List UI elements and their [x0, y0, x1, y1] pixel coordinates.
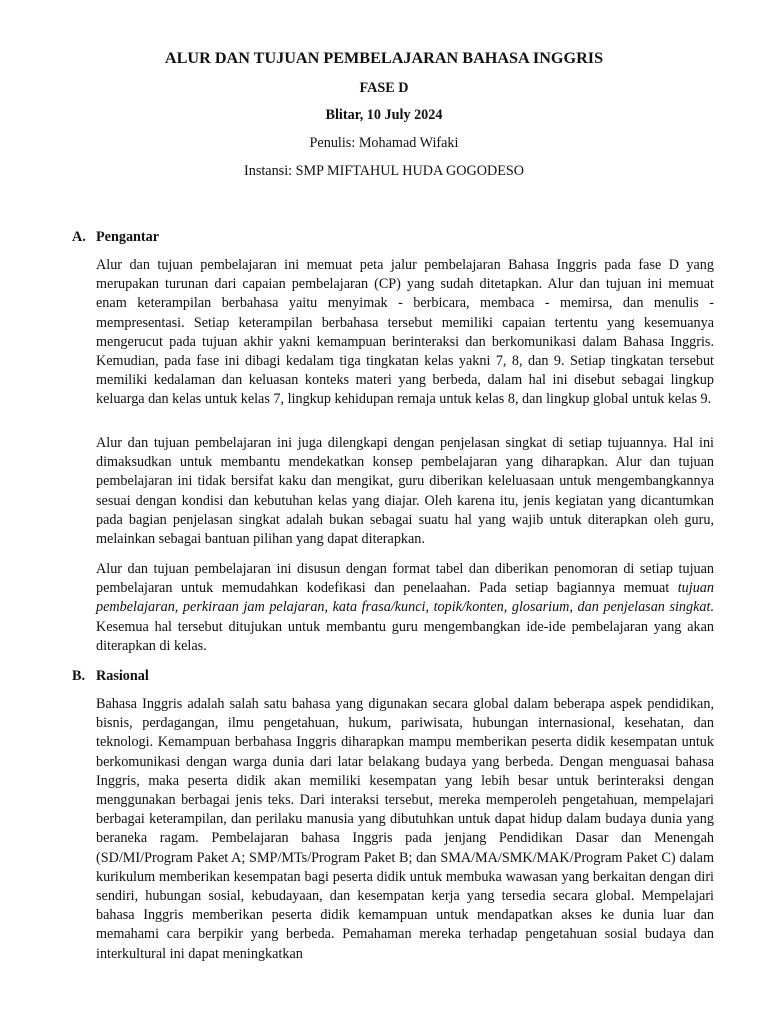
section-a-title: Pengantar [96, 229, 160, 245]
section-a-paragraph-3-start: Alur dan tujuan pembelajaran ini disusun dengan format tabel dan diberikan penomoran di setiap tujuan pembelajaran untuk memudahkan kodefikasi dan penelaahan. Pada setiap bagiannya memuat [96, 561, 714, 597]
section-a-paragraph-3-italic: tujuan pembelajaran, perkiraan jam pelajaran, kata frasa/kunci, topik/konten, glosarium, dan penjelasan singkat. [96, 580, 714, 616]
document-institution: Instansi: SMP MIFTAHUL HUDA GOGODESO [244, 163, 524, 179]
document-phase: FASE D [359, 80, 409, 96]
section-a-paragraph-3-end: Kesemua hal tersebut ditujukan untuk membantu guru mengembangkan ide-ide pembelajaran yang akan diterapkan di kelas. [96, 618, 714, 654]
section-b-letter: B. [72, 668, 86, 684]
section-a-heading [72, 227, 159, 247]
section-a-paragraph-1: Alur dan tujuan pembelajaran ini memuat peta jalur pembelajaran Bahasa Inggris pada fase D yang merupakan turunan dari capaian pembelajaran (CP) yang sudah ditetapkan. Alur dan tujuan ini memuat enam keterampilan berbahasa yaitu menyimak - berbicara, membaca - memirsa, dan menulis - mempresentasi. Setiap keterampilan berbahasa tersebut memiliki capaian tertentu yang kesemuanya mengerucut pada tujuan akhir yakni kemampuan berinteraksi dan berkomunikasi dalam Bahasa Inggris. Kemudian, pada fase ini dibagi kedalam tiga tingkatan kelas yakni 7, 8, dan 9. Setiap tingkatan tersebut memiliki kedalaman dan keluasan konteks materi yang berbeda, dalam hal ini disebut sebagai lingkup keluarga dan kelas untuk kelas 7, lingkup kehidupan remaja untuk kelas 8, dan lingkup global untuk kelas 9. [96, 257, 714, 408]
section-b-heading [72, 666, 149, 686]
section-b-paragraph-1: Bahasa Inggris adalah salah satu bahasa yang digunakan secara global dalam beberapa aspek pendidikan, bisnis, perdagangan, ilmu pengetahuan, hukum, pariwisata, hubungan internasional, kesehatan, dan teknologi. Kemampuan berbahasa Inggris diharapkan mampu memberikan peserta didik kesempatan untuk berkomunikasi dengan warga dunia dari latar belakang budaya yang berbeda. Dengan menguasai bahasa Inggris, maka peserta didik akan memiliki kesempatan yang lebih besar untuk berinteraksi dengan menggunakan berbagai jenis teks. Dari interaksi tersebut, mereka memperoleh pengetahuan, mempelajari berbagai keterampilan, dan perilaku manusia yang dibutuhkan untuk dapat hidup dalam budaya dunia yang beraneka ragam. Pembelajaran bahasa Inggris pada jenjang Pendidikan Dasar dan Menengah (SD/MI/Program Paket A; SMP/MTs/Program Paket B; dan SMA/MA/SMK/MAK/Program Paket C) dalam kurikulum memberikan kesempatan bagi peserta didik untuk membuka wawasan yang berkaitan dengan diri sendiri, hubungan sosial, kebudayaan, dan kesempatan kerja yang tersedia secara global. Mempelajari bahasa Inggris memberikan peserta didik kemampuan untuk mendapatkan akses ke dunia luar dan memahami cara berpikir yang berbeda. Pemahaman mereka terhadap pengetahuan sosial budaya dan interkultural ini dapat meningkatkan [96, 696, 714, 962]
section-a-letter: A. [72, 229, 86, 245]
section-b-title: Rasional [96, 668, 149, 684]
section-a-paragraph-2: Alur dan tujuan pembelajaran ini juga dilengkapi dengan penjelasan singkat di setiap tujuannya. Hal ini dimaksudkan untuk membantu mendekatkan konsep pembelajaran yang diharapkan. Alur dan tujuan pembelajaran ini tidak bersifat kaku dan mengikat, guru diberikan keleluasaan untuk mengembangkannya sesuai dengan kondisi dan kebutuhan kelas yang diajar. Oleh karena itu, jenis kegiatan yang dicantumkan pada bagian penjelasan singkat adalah bukan sebagai suatu hal yang wajib untuk diterapkan oleh guru, melainkan sebagai bantuan pilihan yang dapat diterapkan. [96, 435, 714, 548]
document-date: Blitar, 10 July 2024 [325, 107, 443, 123]
document-author: Penulis: Mohamad Wifaki [309, 135, 459, 151]
section-a-paragraph-3 [96, 560, 714, 656]
document-title: ALUR DAN TUJUAN PEMBELAJARAN BAHASA INGGRIS [164, 49, 604, 67]
